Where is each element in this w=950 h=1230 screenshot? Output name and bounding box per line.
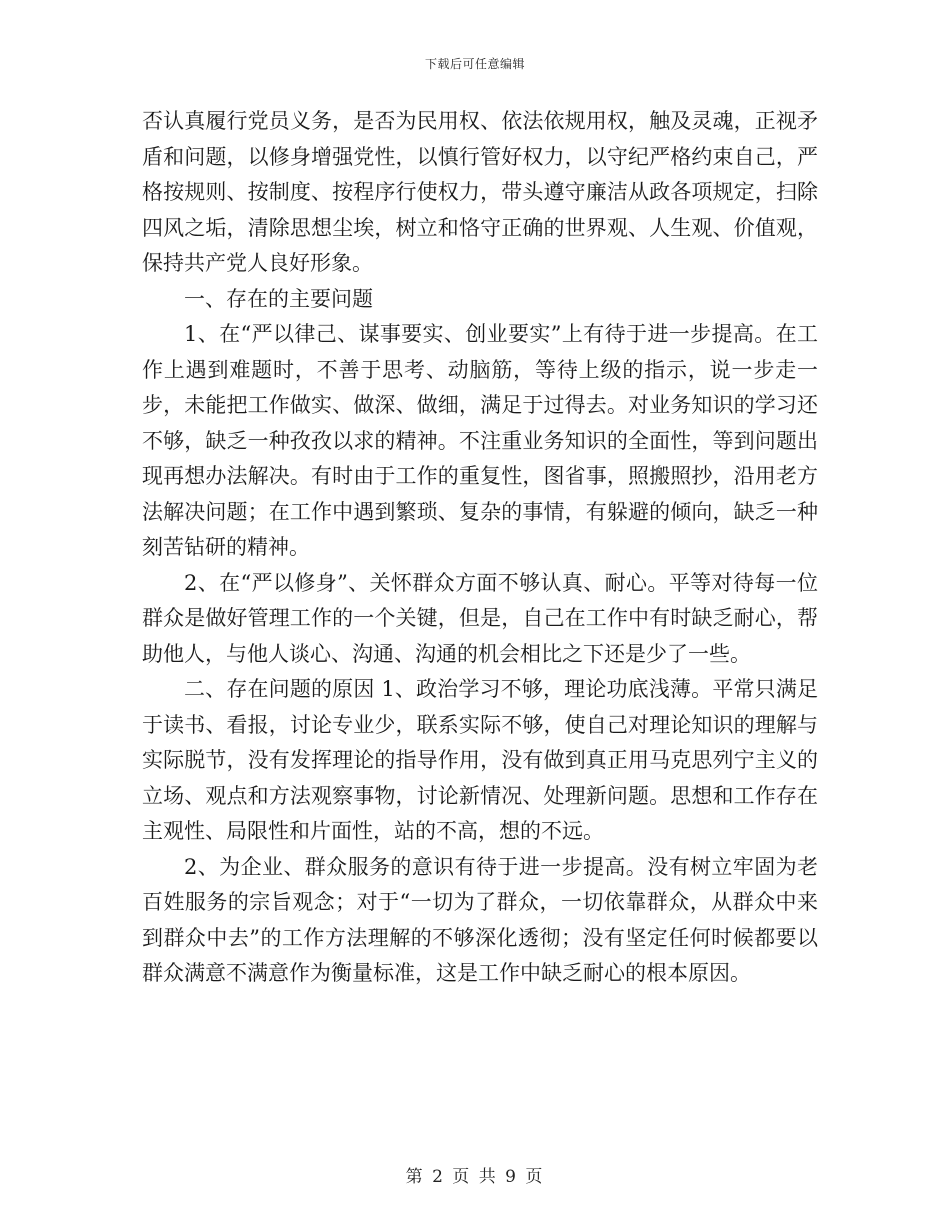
page-number: 第 2 页 共 9 页 — [405, 1167, 545, 1187]
paragraph: 否认真履行党员义务，是否为民用权、依法依规用权，触及灵魂，正视矛盾和问题，以修身增强党性，以慎行管好权力，以守纪严格约束自己，严格按规则、按制度、按程序行使权力，带头遵守廉洁从政各项规定，扫除四风之垢，清除思想尘埃，树立和恪守正确的世界观、人生观、价值观，保持共产党人良好形象。 — [142, 109, 818, 275]
section-heading: 一、存在的主要问题 — [184, 286, 373, 311]
paragraph: 2、在“严以修身”、关怀群众方面不够认真、耐心。平等对待每一位群众是做好管理工作的一个关键，但是，自己在工作中有时缺乏耐心，帮助他人，与他人谈心、沟通、沟通的机会相比之下还是少了一些。 — [142, 570, 818, 666]
document-body — [142, 104, 818, 992]
paragraph: 1、在“严以律己、谋事要实、创业要实”上有待于进一步提高。在工作上遇到难题时，不善于思考、动脑筋，等待上级的指示，说一步走一步，未能把工作做实、做深、做细，满足于过得去。对业务知识的学习还不够，缺乏一种孜孜以求的精神。不注重业务知识的全面性，等到问题出现再想办法解决。有时由于工作的重复性，图省事，照搬照抄，沿用老方法解决问题；在工作中遇到繁琐、复杂的事情，有躲避的倾向，缺乏一种刻苦钻研的精神。 — [142, 322, 818, 559]
page-header: 下载后可任意编辑 — [424, 57, 525, 71]
paragraph: 2、为企业、群众服务的意识有待于进一步提高。没有树立牢固为老百姓服务的宗旨观念；对于“一切为了群众，一切依靠群众，从群众中来到群众中去”的工作方法理解的不够深化透彻；没有坚定任何时候都要以群众满意不满意作为衡量标准，这是工作中缺乏耐心的根本原因。 — [142, 854, 818, 985]
paragraph: 二、存在问题的原因 1、政治学习不够，理论功底浅薄。平常只满足于读书、看报，讨论专业少，联系实际不够，使自己对理论知识的理解与实际脱节，没有发挥理论的指导作用，没有做到真正用马克思列宁主义的立场、观点和方法观察事物，讨论新情况、处理新问题。思想和工作存在主观性、局限性和片面性，站的不高，想的不远。 — [142, 677, 818, 843]
